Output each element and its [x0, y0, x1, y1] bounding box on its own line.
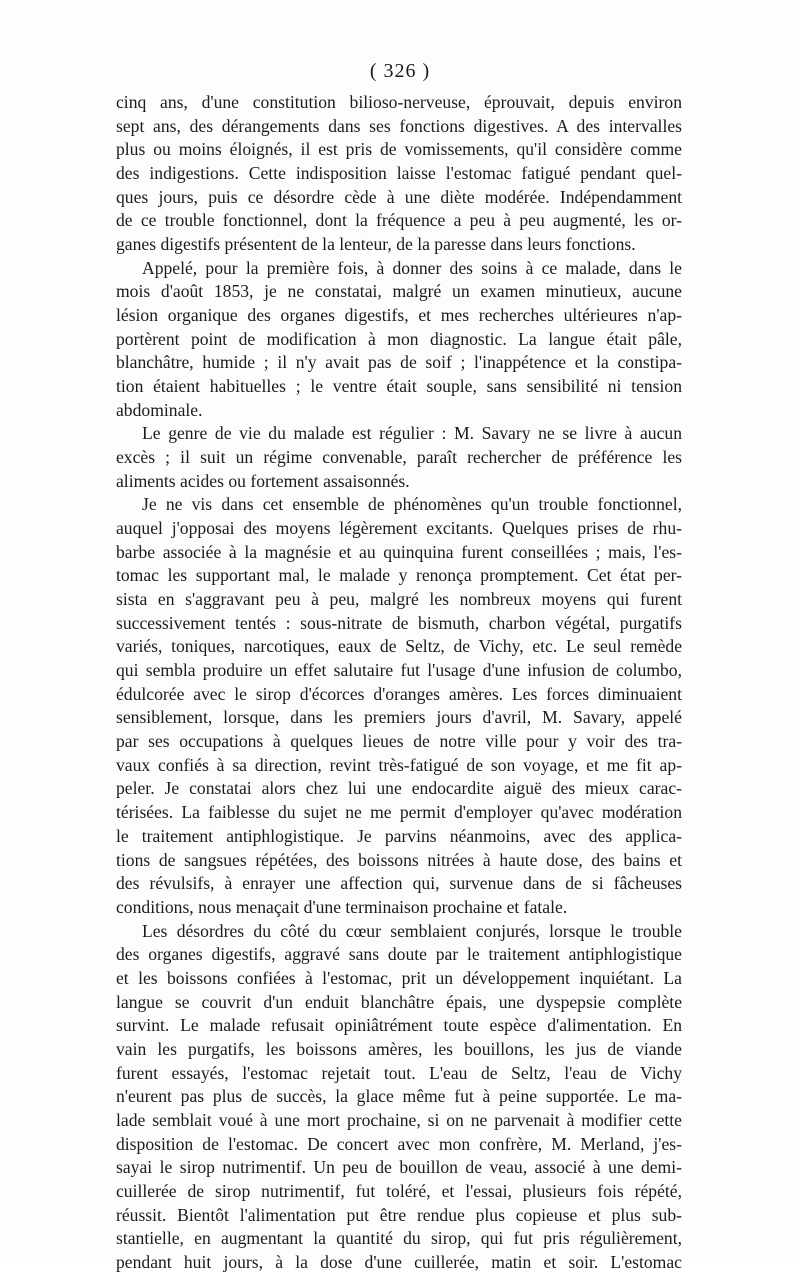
- text-line: sayai le sirop nutrimentif. Un peu de bouillon de veau, associé à une demi-: [116, 1157, 682, 1178]
- body-text: [116, 91, 682, 1275]
- text-line: des indigestions. Cette indisposition laisse l'estomac fatigué pendant quel-: [116, 163, 682, 184]
- text-line: auquel j'opposai des moyens légèrement excitants. Quelques prises de rhu-: [116, 518, 682, 539]
- text-line: mois d'août 1853, je ne constatai, malgré un examen minutieux, aucune: [116, 281, 682, 302]
- text-line: variés, toniques, narcotiques, eaux de Seltz, de Vichy, etc. Le seul remède: [116, 636, 682, 657]
- text-line: et les boissons confiées à l'estomac, prit un développement inquiétant. La: [116, 967, 682, 988]
- text-line: de ce trouble fonctionnel, dont la fréquence a peu à peu augmenté, les or-: [116, 210, 682, 231]
- text-line: ques jours, puis ce désordre cède à une diète modérée. Indépendamment: [116, 186, 682, 207]
- text-line: édulcorée avec le sirop d'écorces d'oranges amères. Les forces diminuaient: [116, 683, 682, 704]
- text-line: successivement tentés : sous-nitrate de bismuth, charbon végétal, purgatifs: [116, 612, 682, 633]
- text-line: furent essayés, l'estomac rejetait tout. L'eau de Seltz, l'eau de Vichy: [116, 1062, 682, 1083]
- text-line: Les désordres du côté du cœur semblaient conjurés, lorsque le trouble: [142, 920, 682, 941]
- text-line: pendant huit jours, à la dose d'une cuillerée, matin et soir. L'estomac: [116, 1251, 682, 1272]
- text-line: réussit. Bientôt l'alimentation put être rendue plus copieuse et plus sub-: [116, 1204, 682, 1225]
- text-line: conditions, nous menaçait d'une terminaison prochaine et fatale.: [116, 896, 568, 917]
- page-number: ( 326 ): [369, 60, 431, 82]
- text-line: abdominale.: [116, 399, 203, 420]
- text-line: le traitement antiphlogistique. Je parvins néanmoins, avec des applica-: [116, 825, 682, 846]
- text-line: Je ne vis dans cet ensemble de phénomènes qu'un trouble fonctionnel,: [142, 494, 682, 515]
- text-line: qui sembla produire un effet salutaire fut l'usage d'une infusion de columbo,: [116, 660, 682, 681]
- text-line: cuillerée de sirop nutrimentif, fut toléré, et l'essai, plusieurs fois répété,: [116, 1180, 682, 1201]
- text-line: vain les purgatifs, les boissons amères, les bouillons, les jus de viande: [116, 1038, 682, 1059]
- text-line: lade semblait voué à une mort prochaine, si on ne parvenait à modifier cette: [116, 1109, 682, 1130]
- text-line: des révulsifs, à enrayer une affection qui, survenue dans de si fâcheuses: [116, 873, 682, 894]
- text-line: vaux confiés à sa direction, revint très-fatigué de son voyage, et me fit ap-: [116, 754, 682, 775]
- text-line: lésion organique des organes digestifs, et mes recherches ultérieures n'ap-: [116, 305, 682, 326]
- text-line: survint. Le malade refusait opiniâtrément toute espèce d'alimentation. En: [116, 1015, 682, 1036]
- text-line: stantielle, en augmentant la quantité du sirop, qui fut pris régulièrement,: [116, 1228, 682, 1249]
- text-line: blanchâtre, humide ; il n'y avait pas de soif ; l'inappétence et la constipa-: [116, 352, 682, 373]
- text-line: cinq ans, d'une constitution bilioso-nerveuse, éprouvait, depuis environ: [116, 92, 682, 112]
- text-line: n'eurent pas plus de succès, la glace même fut à peine supportée. Le ma-: [116, 1086, 682, 1107]
- text-line: Appelé, pour la première fois, à donner des soins à ce malade, dans le: [142, 257, 682, 278]
- text-line: sensiblement, lorsque, dans les premiers jours d'avril, M. Savary, appelé: [116, 707, 682, 728]
- text-line: térisées. La faiblesse du sujet ne me permit d'employer qu'avec modération: [116, 802, 682, 823]
- text-line: ganes digestifs présentent de la lenteur, de la paresse dans leurs fonctions.: [116, 234, 636, 255]
- text-line: tions de sangsues répétées, des boissons nitrées à haute dose, des bains et: [116, 849, 682, 870]
- text-line: Le genre de vie du malade est régulier : M. Savary ne se livre à aucun: [142, 423, 682, 444]
- text-line: sept ans, des dérangements dans ses fonctions digestives. A des intervalles: [116, 115, 682, 136]
- text-line: excès ; il suit un régime convenable, paraît rechercher de préférence les: [116, 447, 682, 468]
- text-line: aliments acides ou fortement assaisonnés.: [116, 470, 410, 491]
- text-line: tomac les supportant mal, le malade y renonça promptement. Cet état per-: [116, 565, 682, 586]
- text-line: plus ou moins éloignés, il est pris de vomissements, qu'il considère comme: [116, 139, 682, 160]
- text-line: portèrent point de modification à mon diagnostic. La langue était pâle,: [116, 328, 682, 349]
- text-line: tion étaient habituelles ; le ventre était souple, sans sensibilité ni tension: [116, 376, 682, 397]
- text-line: disposition de l'estomac. De concert avec mon confrère, M. Merland, j'es-: [116, 1133, 682, 1154]
- text-line: peler. Je constatai alors chez lui une endocardite aiguë des mieux carac-: [116, 778, 682, 799]
- text-line: sista en s'aggravant peu à peu, malgré les nombreux moyens qui furent: [116, 589, 682, 610]
- text-line: par ses occupations à quelques lieues de notre ville pour y voir des tra-: [116, 731, 682, 752]
- text-line: barbe associée à la magnésie et au quinquina furent conseillées ; mais, l'es-: [116, 541, 682, 562]
- text-line: langue se couvrit d'un enduit blanchâtre épais, une dyspepsie complète: [116, 991, 682, 1012]
- text-line: des organes digestifs, aggravé sans doute par le traitement antiphlogistique: [116, 944, 682, 965]
